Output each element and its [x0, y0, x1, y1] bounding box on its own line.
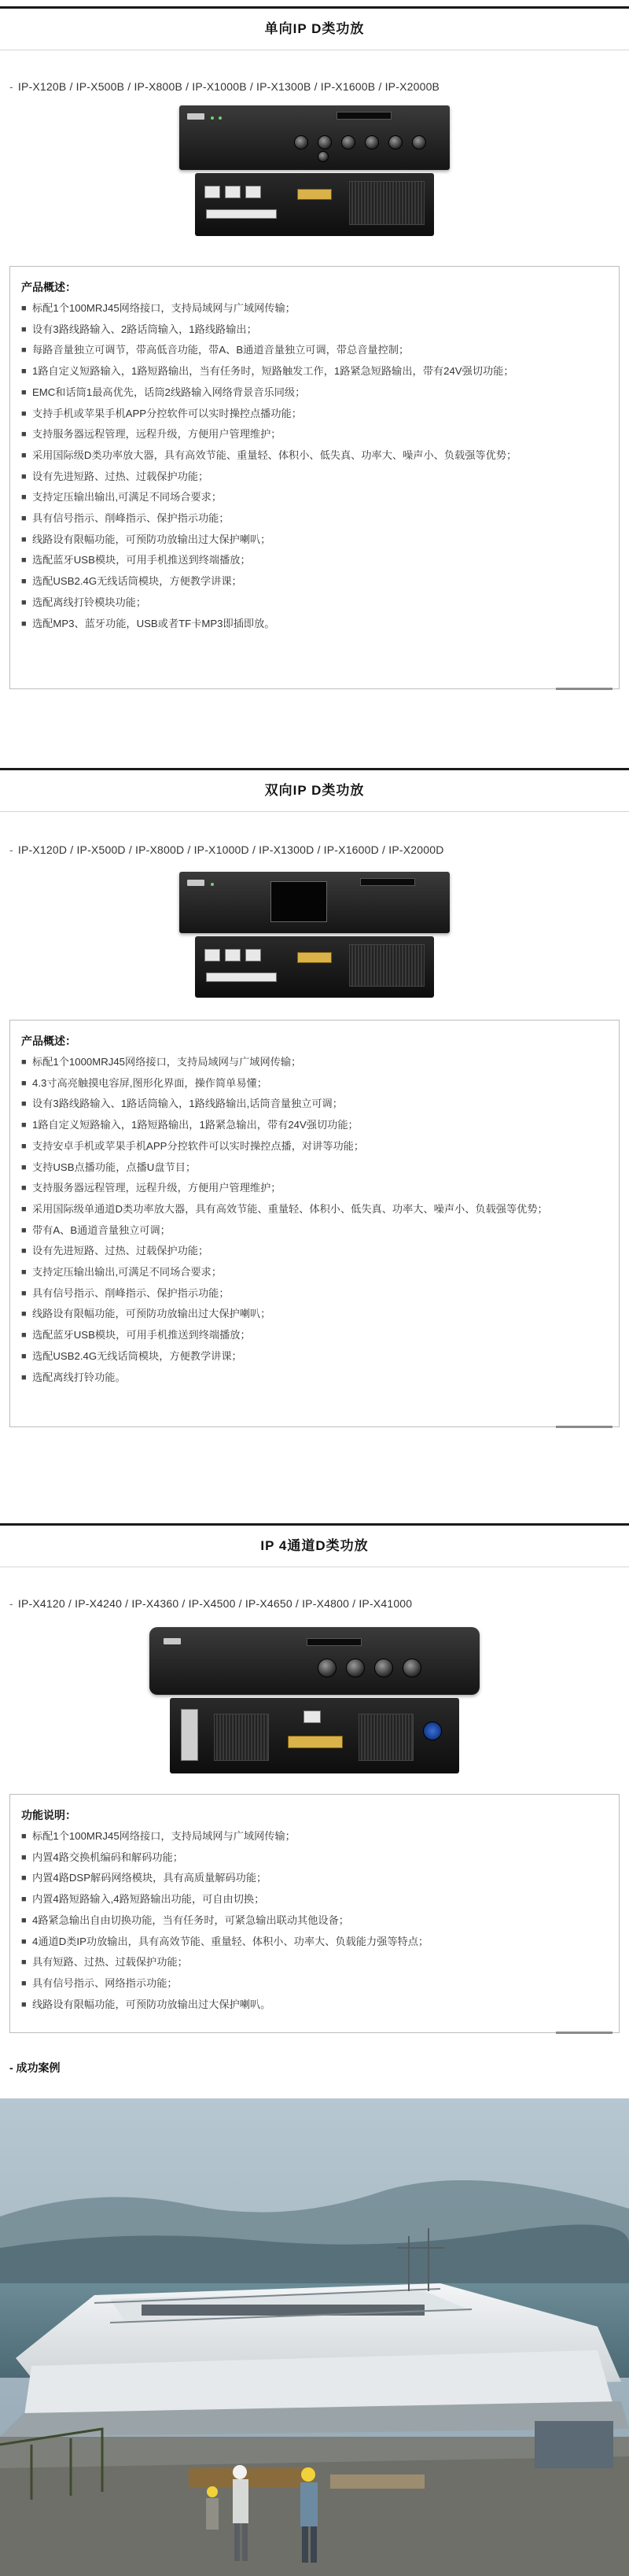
bullet-icon: ■: [21, 1895, 27, 1905]
model-list-text: IP-X120D / IP-X500D / IP-X800D / IP-X1000D / IP-X1300D / IP-X1600D / IP-X2000D: [17, 843, 444, 856]
bullet-icon: ■: [21, 324, 27, 334]
features-title: 产品概述：: [21, 281, 76, 293]
section-title: IP 4通道D类功放: [260, 1538, 369, 1553]
features-box: [9, 1794, 620, 2033]
section-4ch-ip-amp: [0, 1523, 629, 2010]
product-image-two-way-amp: [179, 872, 450, 1001]
cases-heading: - 成功案例: [9, 2061, 61, 2074]
bullet-icon: ■: [21, 618, 27, 629]
feature-item: ■ 标配1个100MRJ45网络接口，支持局域网与广域网传输；: [21, 298, 605, 319]
feature-item: ■ 支持服务器远程管理，远程升级，方便用户管理维护；: [21, 424, 605, 445]
amp-rear-panel: [195, 173, 434, 236]
bullet-icon: ■: [21, 1372, 27, 1382]
feature-item: ■ 支持手机或苹果手机APP分控软件可以实时操控点播功能；: [21, 404, 605, 425]
product-image-one-way-amp: [179, 105, 450, 239]
bullet-icon: ■: [21, 1832, 27, 1841]
feature-item: ■ 具有短路、过热、过载保护功能；: [21, 1952, 605, 1973]
amp-front-panel: [179, 872, 450, 933]
dash-mark: -: [9, 843, 13, 856]
bullet-icon: ■: [21, 1078, 27, 1088]
bullet-icon: ■: [21, 1120, 27, 1131]
bullet-icon: ■: [21, 387, 27, 397]
amp-front-panel: [149, 1627, 480, 1695]
feature-item: ■ 支持定压输出输出,可满足不同场合要求；: [21, 1262, 605, 1283]
bullet-icon: ■: [21, 1057, 27, 1067]
feature-item: ■ EMC和话筒1最高优先，话筒2线路输入网络背景音乐同级；: [21, 382, 605, 404]
feature-item: ■ 4通道D类IP功放输出，具有高效节能、重量轻、体积小、功率大、负载能力强等特点；: [21, 1932, 605, 1953]
feature-item: ■ 设有先进短路、过热、过载保护功能；: [21, 467, 605, 488]
bullet-icon: ■: [21, 408, 27, 419]
bullet-icon: ■: [21, 1852, 27, 1862]
bullet-icon: ■: [21, 1141, 27, 1151]
header-rule-top: [0, 1523, 629, 1526]
dash-mark: -: [9, 80, 13, 93]
bullet-icon: ■: [21, 1936, 27, 1947]
bullet-icon: ■: [21, 555, 27, 566]
bullet-icon: ■: [21, 534, 27, 544]
corner-accent-bar: [556, 1426, 612, 1428]
case-photo-ship: [0, 2098, 629, 2576]
ship-photo-illustration: [0, 2098, 629, 2576]
model-list-text: IP-X4120 / IP-X4240 / IP-X4360 / IP-X4500 / IP-X4650 / IP-X4800 / IP-X41000: [17, 1597, 413, 1610]
feature-item: ■ 选配离线打铃功能。: [21, 1367, 605, 1389]
worker-figure: [206, 2486, 219, 2530]
features-title: 产品概述：: [21, 1035, 76, 1047]
features-list: [21, 1826, 605, 2015]
feature-item: ■ 支持安卓手机或苹果手机APP分控软件可以实时操控点播，对讲等功能；: [21, 1136, 605, 1157]
header-rule-top: [0, 768, 629, 770]
section-two-way-ip-amp: [0, 768, 629, 1383]
bullet-icon: ■: [21, 367, 27, 377]
model-list: [9, 843, 444, 856]
bullet-icon: ■: [21, 430, 27, 440]
bullet-icon: ■: [21, 1351, 27, 1361]
dash-mark: -: [9, 1597, 13, 1610]
model-list-text: IP-X120B / IP-X500B / IP-X800B / IP-X1000B / IP-X1300B / IP-X1600B / IP-X2000B: [17, 80, 440, 93]
feature-item: ■ 选配MP3、蓝牙功能，USB或者TF卡MP3即插即放。: [21, 614, 605, 635]
bullet-icon: ■: [21, 514, 27, 524]
bullet-icon: ■: [21, 1288, 27, 1298]
feature-item: ■ 设有3路线路输入、2路话筒输入，1路线路输出；: [21, 319, 605, 341]
feature-item: ■ 内置4路DSP解码网络模块，具有高质量解码功能；: [21, 1868, 605, 1889]
amp-rear-panel: [195, 936, 434, 998]
section-header: [0, 768, 629, 812]
bullet-icon: ■: [21, 493, 27, 503]
amp-front-panel: [179, 105, 450, 170]
bullet-icon: ■: [21, 1999, 27, 2010]
feature-item: ■ 支持服务器远程管理，远程升级，方便用户管理维护；: [21, 1178, 605, 1199]
features-list: [21, 1052, 605, 1388]
bullet-icon: ■: [21, 1268, 27, 1278]
feature-item: ■ 采用国际级D类功率放大器，具有高效节能、重量轻、体积小、低失真、功率大、噪声小、负载强等优势；: [21, 445, 605, 467]
model-list: [9, 1597, 412, 1610]
feature-item: ■ 带有A、B通道音量独立可调；: [21, 1220, 605, 1242]
feature-item: ■ 线路设有限幅功能，可预防功放输出过大保护喇叭。: [21, 1995, 605, 2016]
corner-accent-bar: [556, 2032, 612, 2034]
feature-item: ■ 选配USB2.4G无线话筒模块，方便教学讲课；: [21, 1346, 605, 1367]
section-one-way-ip-amp: [0, 6, 629, 629]
feature-item: ■ 选配USB2.4G无线话筒模块，方便教学讲课；: [21, 571, 605, 592]
bullet-icon: ■: [21, 450, 27, 460]
amp-rear-panel: [170, 1698, 459, 1773]
feature-item: ■ 4路紧急输出自由切换功能，当有任务时，可紧急输出联动其他设备；: [21, 1910, 605, 1932]
features-box: [9, 1020, 620, 1427]
feature-item: ■ 选配蓝牙USB模块，可用手机推送到终端播放；: [21, 550, 605, 571]
feature-item: ■ 线路设有限幅功能，可预防功放输出过大保护喇叭；: [21, 1304, 605, 1325]
bullet-icon: ■: [21, 577, 27, 587]
feature-item: ■ 具有信号指示、网络指示功能；: [21, 1973, 605, 1995]
feature-item: ■ 具有信号指示、削峰指示、保护指示功能；: [21, 508, 605, 530]
feature-item: ■ 选配蓝牙USB模块，可用手机推送到终端播放；: [21, 1325, 605, 1346]
bullet-icon: ■: [21, 1330, 27, 1341]
section-header: [0, 1523, 629, 1567]
feature-item: ■ 选配离线打铃模块功能；: [21, 592, 605, 614]
bullet-icon: ■: [21, 471, 27, 482]
feature-item: ■ 设有先进短路、过热、过载保护功能；: [21, 1241, 605, 1262]
bullet-icon: ■: [21, 1225, 27, 1235]
bullet-icon: ■: [21, 1915, 27, 1925]
bullet-icon: ■: [21, 1162, 27, 1172]
bullet-icon: ■: [21, 1204, 27, 1214]
feature-item: ■ 1路自定义短路输入，1路短路输出，当有任务时，短路触发工作，1路紧急短路输出，带有24V强切功能；: [21, 361, 605, 382]
header-rule-bottom: [0, 811, 629, 812]
bullet-icon: ■: [21, 1309, 27, 1319]
feature-item: ■ 1路自定义短路输入，1路短路输出，1路紧急输出，带有24V强切功能；: [21, 1115, 605, 1136]
features-list: [21, 298, 605, 634]
bullet-icon: ■: [21, 1978, 27, 1988]
feature-item: ■ 支持定压输出输出,可满足不同场合要求；: [21, 487, 605, 508]
feature-item: ■ 内置4路交换机编码和解码功能；: [21, 1847, 605, 1869]
section-header: [0, 6, 629, 50]
feature-item: ■ 支持USB点播功能，点播U盘节目；: [21, 1157, 605, 1179]
feature-item: ■ 内置4路短路输入,4路短路输出功能，可自由切换；: [21, 1889, 605, 1910]
feature-item: ■ 采用国际级单通道D类功率放大器，具有高效节能、重量轻、体积小、低失真、功率大、噪声小、负载强等优势；: [21, 1199, 605, 1220]
feature-item: ■ 设有3路线路输入、1路话筒输入，1路线路输出,话筒音量独立可调；: [21, 1094, 605, 1115]
feature-item: ■ 具有信号指示、削峰指示、保护指示功能；: [21, 1283, 605, 1305]
bullet-icon: ■: [21, 345, 27, 356]
bullet-icon: ■: [21, 1183, 27, 1194]
bullet-icon: ■: [21, 1958, 27, 1968]
header-rule-top: [0, 6, 629, 9]
bullet-icon: ■: [21, 304, 27, 313]
section-title: 双向IP D类功放: [264, 783, 365, 798]
touch-screen: [270, 881, 327, 922]
bullet-icon: ■: [21, 1246, 27, 1257]
bullet-icon: ■: [21, 597, 27, 607]
model-list: [9, 80, 440, 93]
corner-accent-bar: [556, 688, 612, 690]
feature-item: ■ 4.3寸高亮触摸电容屏,图形化界面，操作简单易懂；: [21, 1073, 605, 1094]
feature-item: ■ 标配1个100MRJ45网络接口，支持局域网与广域网传输；: [21, 1826, 605, 1847]
features-title: 功能说明：: [21, 1809, 76, 1821]
feature-item: ■ 标配1个1000MRJ45网络接口，支持局域网与广域网传输；: [21, 1052, 605, 1073]
product-image-4ch-amp: [149, 1627, 480, 1777]
bullet-icon: ■: [21, 1873, 27, 1884]
feature-item: ■ 线路设有限幅功能，可预防功放输出过大保护喇叭；: [21, 530, 605, 551]
feature-item: ■ 每路音量独立可调节，带高低音功能，带A、B通道音量独立可调，带总音量控制；: [21, 340, 605, 361]
bullet-icon: ■: [21, 1099, 27, 1109]
features-box: [9, 266, 620, 689]
section-title: 单向IP D类功放: [264, 21, 365, 36]
